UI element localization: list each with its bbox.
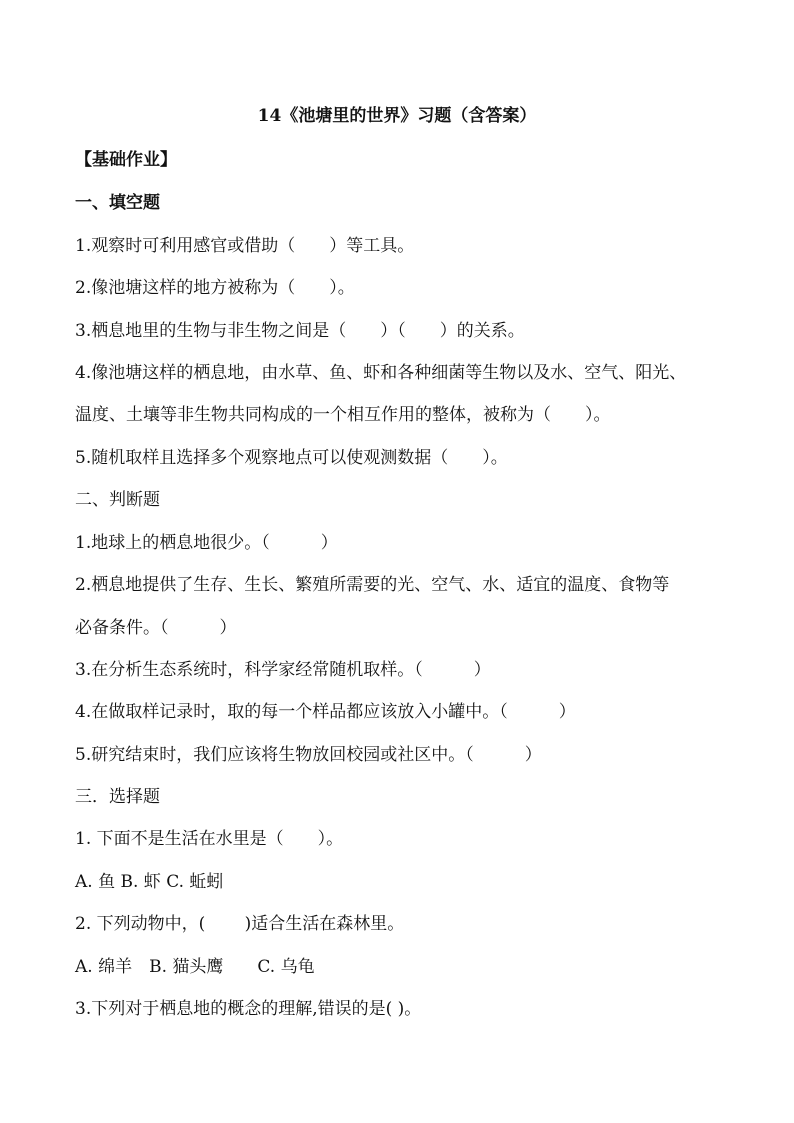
fill-blank-item: 1.观察时可利用感官或借助（ ）等工具。 (75, 236, 415, 256)
fill-blank-heading: 一、填空题 (75, 193, 160, 213)
true-false-heading: 二、判断题 (75, 490, 160, 510)
fill-blank-item: 4.像池塘这样的栖息地，由水草、鱼、虾和各种细菌等生物以及水、空气、阳光、 (75, 363, 687, 383)
true-false-item: 5.研究结束时，我们应该将生物放回校园或社区中。（ ） (75, 745, 542, 765)
true-false-item: 2.栖息地提供了生存、生长、繁殖所需要的光、空气、水、适宜的温度、食物等 (75, 575, 670, 595)
choice-question: 2. 下列动物中，( )适合生活在森林里。 (75, 914, 405, 934)
choice-question: 3.下列对于栖息地的概念的理解,错误的是( )。 (75, 999, 422, 1019)
true-false-item: 3.在分析生态系统时，科学家经常随机取样。（ ） (75, 660, 491, 680)
document-title: 14《池塘里的世界》习题（含答案） (257, 106, 537, 126)
choice-options: A. 绵羊 B. 猫头鹰 C. 乌龟 (75, 957, 315, 977)
section-label: 【基础作业】 (75, 150, 177, 170)
fill-blank-item-continued: 温度、土壤等非生物共同构成的一个相互作用的整体，被称为（ ）。 (75, 405, 611, 425)
true-false-item: 4.在做取样记录时，取的每一个样品都应该放入小罐中。（ ） (75, 702, 576, 722)
true-false-item-continued: 必备条件。（ ） (75, 618, 237, 638)
choice-options: A. 鱼 B. 虾 C. 蚯蚓 (75, 872, 224, 892)
fill-blank-item: 2.像池塘这样的地方被称为（ ）。 (75, 278, 355, 298)
fill-blank-item: 5.随机取样且选择多个观察地点可以使观测数据（ ）。 (75, 448, 508, 468)
true-false-item: 1.地球上的栖息地很少。（ ） (75, 533, 338, 553)
choice-question: 1. 下面不是生活在水里是（ ）。 (75, 829, 344, 849)
fill-blank-item: 3.栖息地里的生物与非生物之间是（ ）（ ）的关系。 (75, 321, 525, 341)
choice-heading: 三．选择题 (75, 787, 160, 807)
